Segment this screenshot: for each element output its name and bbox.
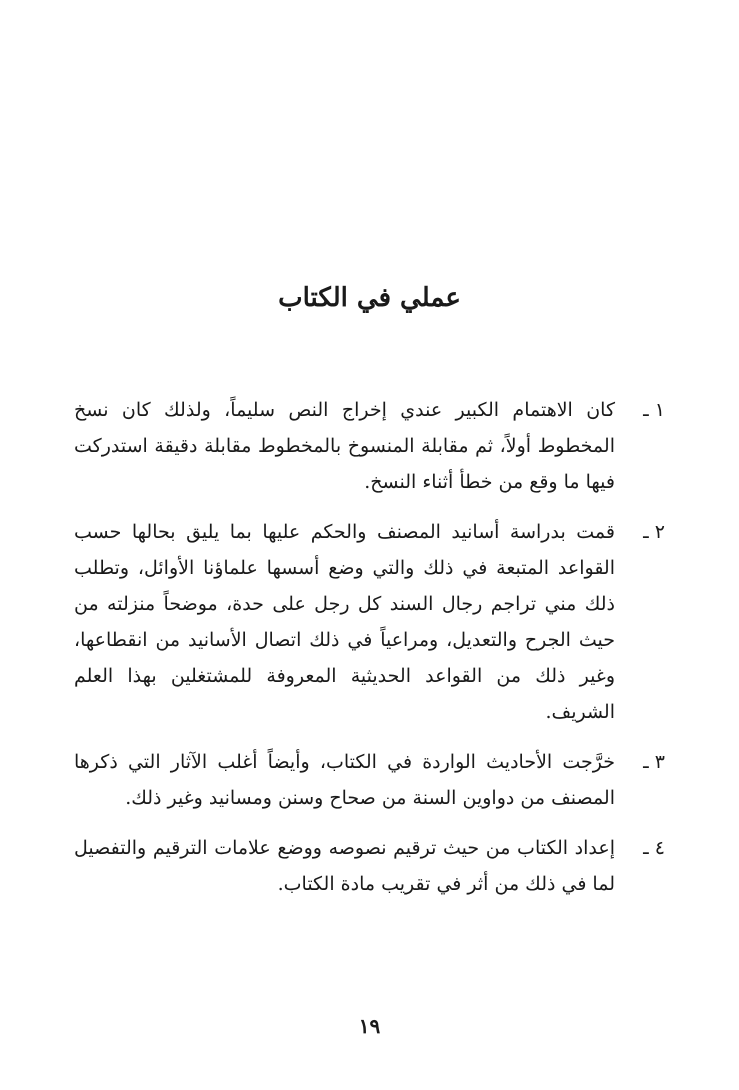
work-items-list [74,392,665,916]
section-title: عملي في الكتاب [278,283,461,313]
list-item [74,830,665,902]
item-text: كان الاهتمام الكبير عندي إخراج النص سليماً، ولذلك كان نسخ المخطوط أولاً، ثم مقابلة المنسوخ بالمخطوط مقابلة دقيقة استدركت فيها ما وقع من خطأ أثناء النسخ. [74,399,615,493]
item-text: خرَّجت الأحاديث الواردة في الكتاب، وأيضاً أغلب الآثار التي ذكرها المصنف من دواوين السنة من صحاح وسنن ومسانيد وغير ذلك. [74,751,615,809]
list-item [74,744,665,816]
item-number: ٤ ـ [643,837,665,859]
page-number: ١٩ [358,1014,381,1038]
item-text: إعداد الكتاب من حيث ترقيم نصوصه ووضع علامات الترقيم والتفصيل لما في ذلك من أثر في تقريب مادة الكتاب. [74,837,615,895]
item-number: ٢ ـ [643,521,665,543]
list-item [74,392,665,500]
item-number: ٣ ـ [643,751,665,773]
item-text: قمت بدراسة أسانيد المصنف والحكم عليها بما يليق بحالها حسب القواعد المتبعة في ذلك والتي وضع أسسها علماؤنا الأوائل، وتطلب ذلك مني تراجم رجال السند كل رجل على حدة، موضحاً منزلته من حيث الجرح والتعديل، ومراعياً في ذلك اتصال الأسانيد من انقطاعها، وغير ذلك من القواعد الحديثية المعروفة للمشتغلين بهذا العلم الشريف. [74,521,615,723]
item-number: ١ ـ [643,399,665,421]
list-item [74,514,665,730]
